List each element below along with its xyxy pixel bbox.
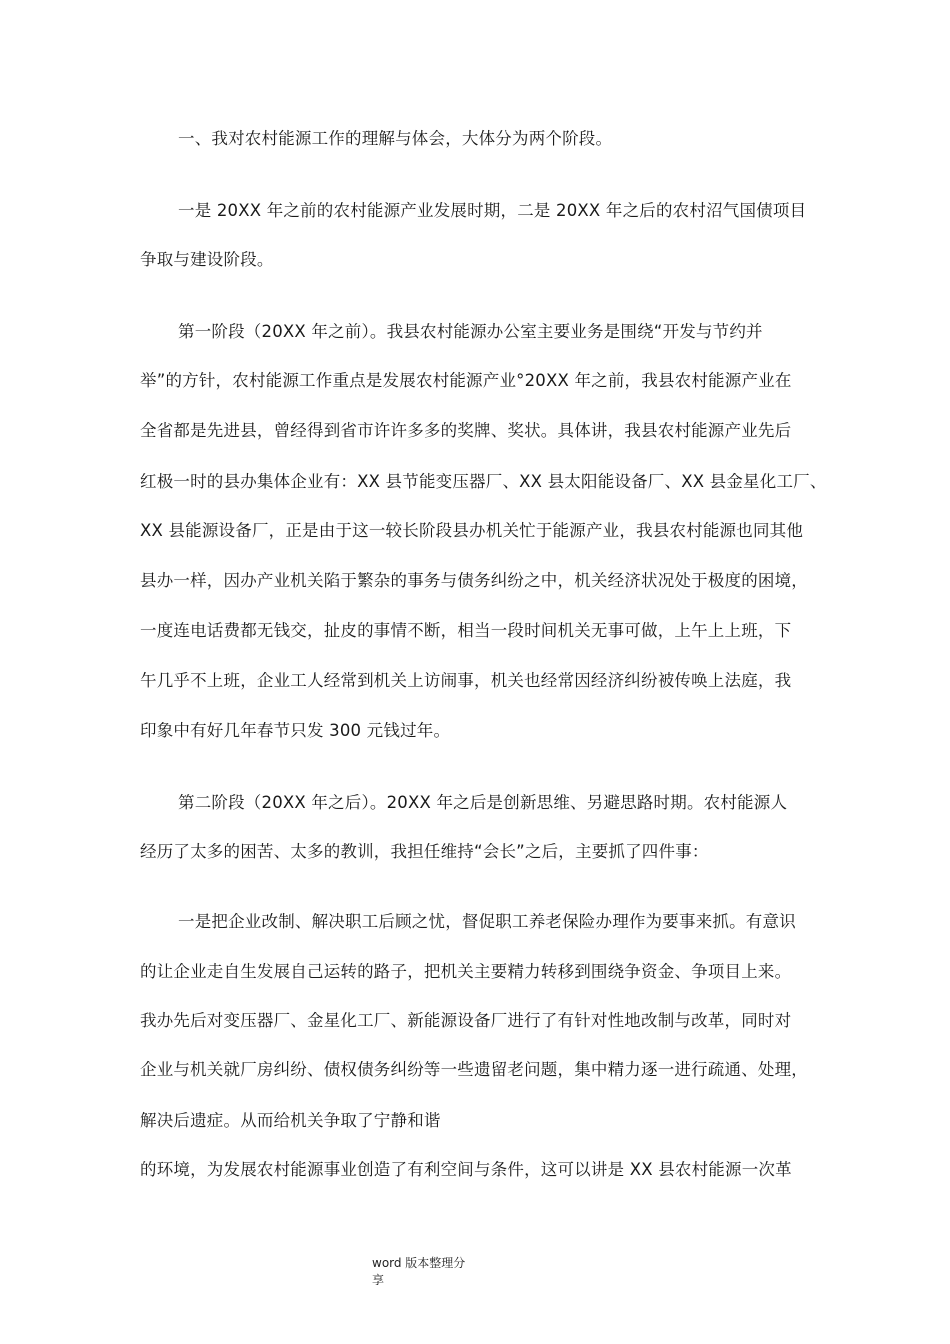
paragraph-line: 午几乎不上班，企业工人经常到机关上访闹事，机关也经常因经济纠纷被传唤上法庭，我 [140,671,792,690]
paragraph-line: 的让企业走自生发展自己运转的路子，把机关主要精力转移到围绕争资金、争项目上来。 [140,962,792,981]
paragraph-line: 一、我对农村能源工作的理解与体会，大体分为两个阶段。 [178,129,613,148]
paragraph-line: 县办一样，因办产业机关陷于繁杂的事务与债务纠纷之中，机关经济状况处于极度的困境， [140,571,808,590]
paragraph-line: 经历了太多的困苦、太多的教训，我担任维持“会长”之后，主要抓了四件事： [140,842,709,861]
paragraph-line: 的环境，为发展农村能源事业创造了有利空间与条件，这可以讲是 XX 县农村能源一次革 [140,1160,792,1179]
paragraph-line: 举”的方针，农村能源工作重点是发展农村能源产业°20XX 年之前，我县农村能源产业在 [140,371,792,390]
paragraph-line: 全省都是先进县，曾经得到省市许许多多的奖牌、奖状。具体讲，我县农村能源产业先后 [140,421,792,440]
paragraph-line: 争取与建设阶段。 [140,250,274,269]
paragraph-line: 印象中有好几年春节只发 300 元钱过年。 [140,721,451,740]
paragraph-line: 第一阶段（20XX 年之前）。我县农村能源办公室主要业务是围绕“开发与节约并 [178,322,763,341]
paragraph-line: 第二阶段（20XX 年之后）。20XX 年之后是创新思维、另避思路时期。农村能源人 [178,793,788,812]
paragraph-line: 一是 20XX 年之前的农村能源产业发展时期，二是 20XX 年之后的农村沼气国债项目 [178,201,807,220]
footer-text-line-1: word 版本整理分 [372,1256,466,1270]
paragraph-line: 企业与机关就厂房纠纷、债权债务纠纷等一些遗留老问题，集中精力逐一进行疏通、处理， [140,1060,808,1079]
footer-text-line-2: 享 [372,1273,385,1287]
paragraph-line: 我办先后对变压器厂、金星化工厂、新能源设备厂进行了有针对性地改制与改革，同时对 [140,1011,792,1030]
paragraph-line: 解决后遗症。从而给机关争取了宁静和谐 [140,1111,441,1130]
paragraph-line: 一度连电话费都无钱交，扯皮的事情不断，相当一段时间机关无事可做，上午上上班，下 [140,621,792,640]
paragraph-line: 一是把企业改制、解决职工后顾之忧，督促职工养老保险办理作为要事来抓。有意识 [178,912,796,931]
paragraph-line: XX 县能源设备厂，正是由于这一较长阶段县办机关忙于能源产业，我县农村能源也同其他 [140,521,804,540]
paragraph-line: 红极一时的县办集体企业有：XX 县节能变压器厂、XX 县太阳能设备厂、XX 县金星化工厂、 [140,472,827,491]
